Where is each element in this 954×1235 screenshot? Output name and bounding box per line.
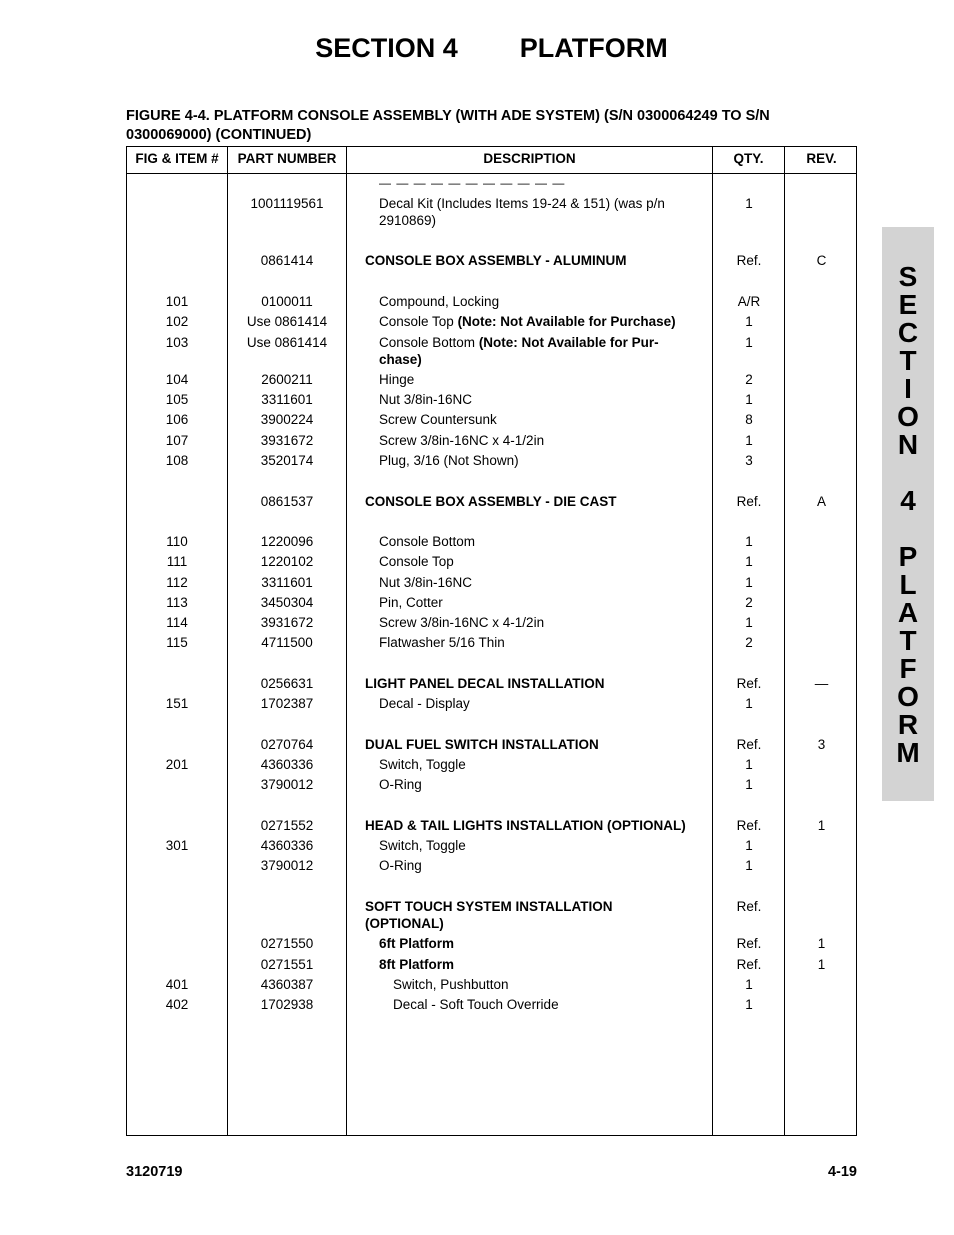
quantity: Ref. [736,936,762,951]
side-tab-letter [882,459,934,487]
part-number: 0271550 [260,936,314,951]
part-number: 0270764 [260,737,314,752]
description-text: Console Bottom [379,335,479,350]
fig-item: 106 [165,412,189,427]
side-tab-letter: N [897,429,919,460]
part-number: 1001119561 [250,196,324,211]
quantity: 8 [745,412,753,427]
column-divider [346,147,347,1135]
page-number: 4-19 [827,1164,857,1180]
description: Plug, 3/16 (Not Shown) [379,453,519,468]
header-part-number: PART NUMBER [237,151,337,166]
side-tab-letter: L [899,569,917,600]
part-number: 4360336 [260,757,314,772]
side-tab-letter: M [896,737,920,768]
fig-item: 107 [165,433,189,448]
fig-item: 115 [166,635,188,650]
description: Flatwasher 5/16 Thin [379,635,505,650]
revision: 1 [817,957,826,972]
part-number: 0271552 [260,818,314,833]
revision: A [816,494,826,509]
description-text: Console Top [379,314,458,329]
description: Decal - Display [379,696,470,711]
side-tab-letter: R [897,709,919,740]
side-tab-letter: E [898,289,918,320]
description: Compound, Locking [379,294,500,309]
description: DUAL FUEL SWITCH INSTALLATION [365,737,599,752]
part-number: 0861537 [260,494,314,509]
description: Hinge [379,372,415,387]
section-name: PLATFORM [519,33,668,63]
quantity: 2 [745,372,753,387]
quantity: 1 [745,838,753,853]
description: Console Bottom [379,534,476,549]
part-number: 3790012 [260,777,314,792]
fig-item: 101 [165,294,189,309]
part-number: 3450304 [260,595,314,610]
figure-title: FIGURE 4-4. PLATFORM CONSOLE ASSEMBLY (WITH ADE SYSTEM) (S/N 0300064249 TO S/N 0300069000) (CONTINUED) [126,108,770,143]
column-divider [784,147,785,1135]
side-tab-letter: A [897,597,919,628]
description [379,313,709,330]
description-note: (Note: Not Available for Pur-chase) [379,335,659,367]
description: LIGHT PANEL DECAL INSTALLATION [365,676,605,691]
description: Decal Kit (Includes Items 19-24 & 151) (was p/n 2910869) [379,196,665,228]
side-tab-letter: O [897,681,919,712]
quantity: 1 [745,777,753,792]
fig-item: 151 [165,696,189,711]
quantity: Ref. [736,957,762,972]
description: Pin, Cotter [379,595,443,610]
side-tab-letter: T [899,625,917,656]
header-description: DESCRIPTION [483,151,576,166]
fig-item: 102 [165,314,189,329]
quantity: 1 [745,534,753,549]
section-side-tab [882,227,934,801]
part-number: 1220096 [260,534,314,549]
revision: 1 [817,818,826,833]
description: Screw 3/8in-16NC x 4-1/2in [379,615,545,630]
part-number: 0256631 [260,676,314,691]
description: Console Top [379,554,454,569]
quantity: 1 [745,858,753,873]
fig-item: 105 [165,392,189,407]
part-number: Use 0861414 [246,314,328,329]
part-number: 1220102 [260,554,314,569]
part-number: 4360387 [260,977,314,992]
revision: 1 [817,936,826,951]
quantity: 1 [745,433,753,448]
part-number: 4360336 [260,838,314,853]
quantity: 1 [745,554,753,569]
parts-table [126,146,857,1136]
description: CONSOLE BOX ASSEMBLY - DIE CAST [365,494,617,509]
fig-item: 201 [165,757,189,772]
side-tab-letter: O [897,401,919,432]
separator-dashes: — — — — — — — — — — — [379,176,566,190]
part-number: 3931672 [260,615,314,630]
part-number: 3520174 [260,453,314,468]
fig-item: 112 [166,575,188,590]
fig-item: 108 [165,453,189,468]
section-header [0,33,954,64]
part-number: 3931672 [260,433,314,448]
quantity: 2 [745,595,753,610]
quantity: 3 [745,453,753,468]
part-number: 3790012 [260,858,314,873]
quantity: Ref. [736,737,762,752]
quantity: 1 [745,314,753,329]
fig-item: 114 [166,615,188,630]
description: Screw 3/8in-16NC x 4-1/2in [379,433,545,448]
side-tab-letter: 4 [900,485,916,516]
quantity: Ref. [736,676,762,691]
quantity: Ref. [736,818,762,833]
fig-item: 401 [165,977,189,992]
description: Screw Countersunk [379,412,497,427]
revision: 3 [817,737,826,752]
side-tab-letter: T [899,345,917,376]
quantity: 2 [745,635,753,650]
side-tab-letter: I [904,373,912,404]
revision: — [814,676,829,691]
side-tab-letter: P [898,541,918,572]
quantity: Ref. [736,494,762,509]
description: Decal - Soft Touch Override [393,997,559,1012]
fig-item: 402 [165,997,189,1012]
quantity: 1 [745,615,753,630]
fig-item: 104 [165,372,189,387]
quantity: 1 [745,392,753,407]
description: 6ft Platform [379,936,455,951]
part-number: 3311601 [261,575,313,590]
fig-item: 111 [166,554,188,569]
quantity: A/R [737,294,761,309]
description: Nut 3/8in-16NC [379,392,473,407]
description-note: (Note: Not Available for Purchase) [457,314,676,329]
part-number: 1702938 [260,997,314,1012]
fig-item: 113 [166,595,188,610]
header-divider [127,173,856,174]
part-number: 1702387 [260,696,314,711]
quantity: Ref. [736,899,762,914]
quantity: 1 [745,977,753,992]
description: SOFT TOUCH SYSTEM INSTALLATION (OPTIONAL) [365,899,613,931]
document-number: 3120719 [126,1164,183,1180]
description [379,334,684,368]
revision: C [816,253,827,268]
quantity: 1 [745,335,753,350]
part-number: 3311601 [261,392,313,407]
description: HEAD & TAIL LIGHTS INSTALLATION (OPTIONAL) [365,818,686,833]
part-number: 0100011 [261,294,313,309]
description: Switch, Toggle [379,838,466,853]
description: Switch, Pushbutton [393,977,509,992]
header-qty: QTY. [733,151,764,166]
quantity: 1 [745,196,753,211]
description: O-Ring [379,858,422,873]
quantity: 1 [745,696,753,711]
part-number: 2600211 [261,372,313,387]
quantity: 1 [745,757,753,772]
quantity: 1 [745,575,753,590]
part-number: 4711500 [261,635,313,650]
side-tab-letter: C [897,317,919,348]
header-rev: REV. [806,151,837,166]
description: CONSOLE BOX ASSEMBLY - ALUMINUM [365,253,627,268]
side-tab-letter [882,515,934,543]
fig-item: 301 [165,838,189,853]
part-number: 0861414 [260,253,314,268]
fig-item: 110 [166,534,188,549]
side-tab-letter: F [899,653,917,684]
section-number: SECTION 4 [315,33,458,63]
description: Switch, Toggle [379,757,466,772]
quantity: Ref. [736,253,762,268]
fig-item: 103 [165,335,189,350]
description: O-Ring [379,777,422,792]
description: Nut 3/8in-16NC [379,575,473,590]
part-number: Use 0861414 [246,335,328,350]
quantity: 1 [745,997,753,1012]
header-fig-item: FIG & ITEM # [135,151,219,166]
part-number: 0271551 [260,957,314,972]
side-tab-letter: S [898,261,918,292]
description: 8ft Platform [379,957,455,972]
part-number: 3900224 [260,412,314,427]
side-tab-letters [882,263,934,767]
